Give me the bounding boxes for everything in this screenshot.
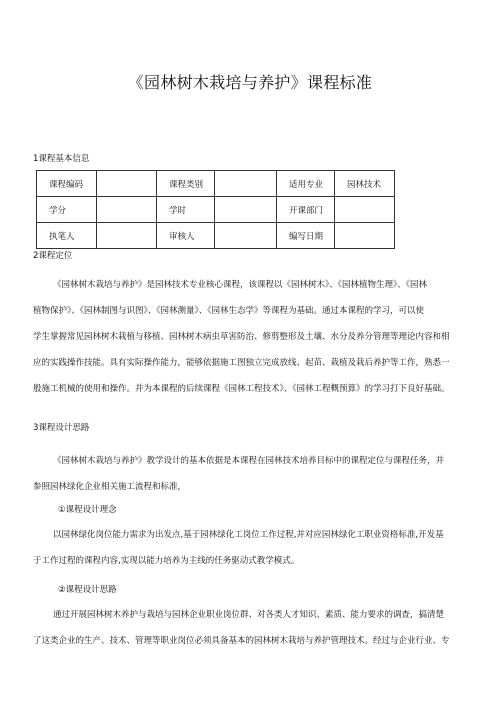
paragraph-line: 学生掌握常见园林树木栽植与移植、园林树木病虫草害防治、修剪整形及土壤、水分及养分管理等理论内容和相 xyxy=(33,332,450,342)
table-value-cell xyxy=(215,197,277,223)
table-label-cell: 审核人 xyxy=(157,223,215,249)
section-heading-basic-info: 1课程基本信息 xyxy=(33,154,90,164)
paragraph-line: 般施工机械的使用和操作。并为本课程的后续课程《园林工程技术》、《园林工程概预算》的学习打下良好基础。 xyxy=(33,384,450,394)
table-label-cell: 适用专业 xyxy=(277,171,335,197)
paragraph-line: 通过开展园林树木养护与栽培与园林企业职业岗位群、对各类人才知识、素质、能力要求的调查，搞清楚 xyxy=(53,610,445,620)
table-value-cell xyxy=(215,223,277,249)
paragraph-line: 应的实践操作技能。具有实际操作能力，能够依据施工图独立完成放线、起苗、栽植及栽后养护等工作，熟悉一 xyxy=(33,358,450,368)
table-label-cell: 课程编码 xyxy=(37,171,97,197)
paragraph-line: 《园林树木栽培与养护》教学设计的基本依据是本课程在园林技术培养目标中的课程定位与课程任务，并 xyxy=(53,456,445,466)
table-label-cell: 课程类别 xyxy=(157,171,215,197)
table-label-cell: 学分 xyxy=(37,197,97,223)
table-value-cell xyxy=(335,223,395,249)
subheading-design-concept: ①课程设计理念 xyxy=(58,505,117,515)
paragraph-design-basis xyxy=(33,448,485,500)
paragraph-design-concept xyxy=(33,522,485,574)
paragraph-positioning xyxy=(33,272,485,402)
paragraph-line: 了这类企业的生产、技术、管理等职业岗位必须具备基本的园林树木栽培与养护管理技术。经过与企业行业、专 xyxy=(33,636,450,646)
table-value-cell xyxy=(97,171,157,197)
section-heading-design: 3课程设计思路 xyxy=(33,423,90,433)
table-row xyxy=(37,171,395,197)
paragraph-line: 参照园林绿化企业相关施工流程和标准， xyxy=(33,482,187,492)
paragraph-line: 以园林绿化岗位能力需求为出发点,基于园林绿化工岗位工作过程,并对应园林绿化工职业资格标准,开发基 xyxy=(53,530,444,540)
table-row xyxy=(37,223,395,249)
table-label-cell: 执笔人 xyxy=(37,223,97,249)
table-value-cell: 园林技术 xyxy=(335,171,395,197)
table-value-cell xyxy=(215,171,277,197)
document-title: 《园林树木栽培与养护》课程标准 xyxy=(127,73,373,92)
paragraph-line: 《园林树木栽培与养护》是园林技术专业核心课程，该课程以《园林树木》、《园林植物生理》、《园林 xyxy=(53,280,428,290)
table-value-cell xyxy=(335,197,395,223)
course-info-table xyxy=(36,170,395,249)
table-value-cell xyxy=(97,197,157,223)
table-label-cell: 开课部门 xyxy=(277,197,335,223)
table-value-cell xyxy=(97,223,157,249)
paragraph-design-approach xyxy=(33,602,485,654)
table-label-cell: 编写日期 xyxy=(277,223,335,249)
table-label-cell: 学时 xyxy=(157,197,215,223)
paragraph-line: 植物保护》、《园林制图与识图》、《园林测量》、《园林生态学》等课程为基础。通过本课程的学习，可以使 xyxy=(33,306,425,316)
table-row xyxy=(37,197,395,223)
paragraph-line: 于工作过程的课程内容,实现以能力培养为主线的任务驱动式教学模式。 xyxy=(33,556,300,566)
section-heading-positioning: 2课程定位 xyxy=(33,251,73,261)
subheading-design-approach: ②课程设计思路 xyxy=(58,585,117,595)
